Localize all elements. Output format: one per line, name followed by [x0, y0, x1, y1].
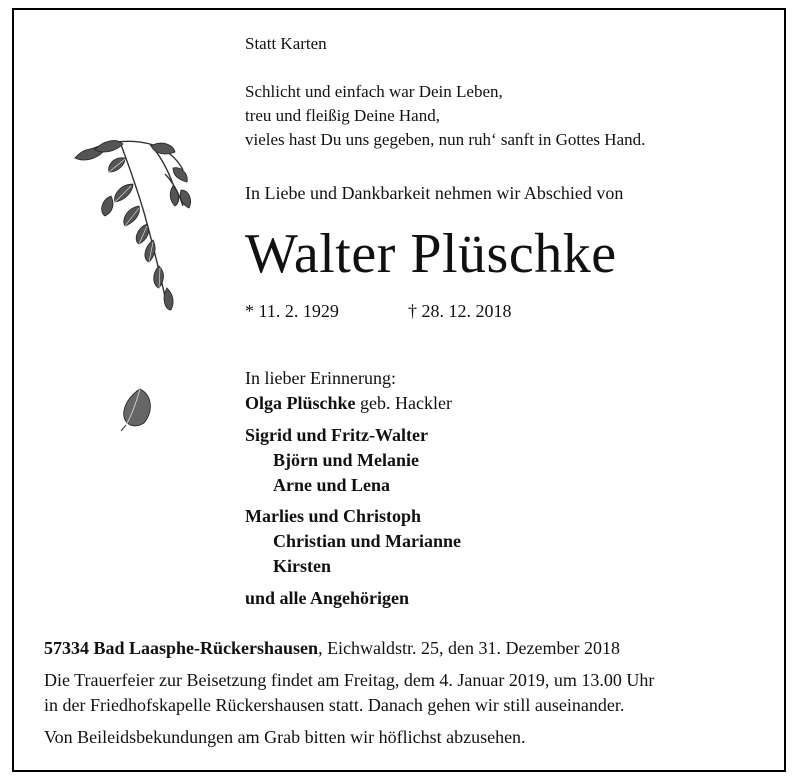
family-group-1-head: Sigrid und Fritz-Walter [245, 425, 428, 445]
spouse-maiden-name: geb. Hackler [360, 393, 452, 413]
family-group-2-head: Marlies und Christoph [245, 506, 422, 526]
all-relatives: und alle Angehörigen [245, 588, 410, 608]
deceased-name: Walter Plüschke [245, 223, 617, 285]
funeral-info-line-2: in der Friedhofskapelle Rückershausen statt. Danach gehen wir still auseinander. [44, 695, 625, 715]
falling-leaf-icon [118, 385, 158, 435]
intro-text: In Liebe und Dankbarkeit nehmen wir Abschied von [245, 183, 624, 203]
footer-address-date: , Eichwaldstr. 25, den 31. Dezember 2018 [318, 638, 620, 658]
footer-place: 57334 Bad Laasphe-Rückershausen [44, 638, 319, 658]
funeral-info-line-1: Die Trauerfeier zur Beisetzung findet am Freitag, dem 4. Januar 2019, um 13.00 Uhr [44, 670, 655, 690]
birth-date: * 11. 2. 1929 [245, 301, 339, 321]
family-group-1-member-1: Björn und Melanie [273, 450, 420, 470]
statt-karten-label: Statt Karten [245, 34, 327, 53]
poem-line-2: treu und fleißig Deine Hand, [245, 106, 440, 125]
poem-line-1: Schlicht und einfach war Dein Leben, [245, 82, 503, 101]
remembrance-heading: In lieber Erinnerung: [245, 368, 396, 388]
poem-line-3: vieles hast Du uns gegeben, nun ruh‘ sanft in Gottes Hand. [245, 130, 646, 149]
death-date: † 28. 12. 2018 [408, 301, 512, 321]
family-group-1-member-2: Arne und Lena [273, 475, 391, 495]
condolences-note: Von Beileidsbekundungen am Grab bitten wir höflichst abzusehen. [44, 727, 526, 747]
spouse-name: Olga Plüschke [245, 393, 356, 413]
footer-address-line [44, 636, 620, 661]
family-group-2-member-2: Kirsten [273, 556, 331, 576]
family-group-2-member-1: Christian und Marianne [273, 531, 462, 551]
spouse-line [245, 391, 452, 416]
birch-branch-icon [55, 128, 205, 328]
